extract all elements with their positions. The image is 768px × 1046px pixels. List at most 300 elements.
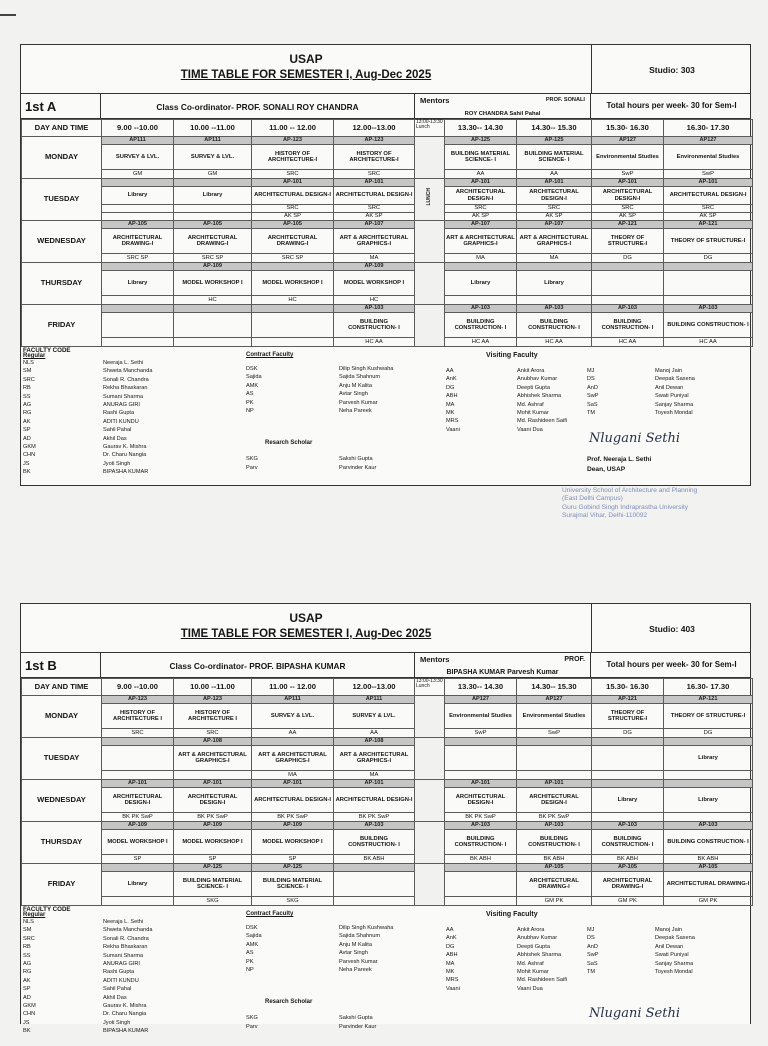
stamp-line: Guru Gobind Singh Indraprastha University — [562, 503, 689, 511]
faculty-name: Deepak Saxena — [655, 376, 695, 383]
room-code: AP-125 — [517, 137, 592, 145]
faculty-name: Dilip Singh Kushwaha — [339, 925, 394, 931]
faculty-cell: HC AA — [517, 338, 592, 347]
faculty-code: NP — [246, 408, 254, 414]
faculty-cell: SwP — [517, 729, 592, 738]
subject-row — [22, 746, 753, 771]
subject-cell: Environmental Studies — [592, 145, 664, 170]
faculty-entry — [246, 374, 396, 382]
subject-cell: Environmental Studies — [445, 704, 517, 729]
subject-cell: ARCHITECTURAL DRAWING-I — [252, 229, 334, 254]
faculty-entry — [587, 961, 737, 969]
room-code — [334, 864, 415, 872]
faculty-entry — [23, 360, 173, 368]
room-code: AP-109 — [334, 263, 415, 271]
faculty-code: SS — [23, 952, 31, 959]
faculty-cell: SRC SP — [174, 254, 252, 263]
faculty-name: Dr. Charu Nangia — [103, 452, 147, 459]
faculty-entry — [23, 444, 173, 452]
stamp-line: Surajmal Vihar, Delhi-110092 — [562, 512, 648, 520]
faculty-cell: GM — [102, 170, 174, 179]
faculty-name: Avtar Singh — [339, 950, 368, 957]
visiting-faculty-label: Visiting Faculty — [486, 352, 538, 359]
faculty-name: Md. Rashideen Saifi — [517, 418, 568, 425]
room-code — [174, 179, 252, 187]
room-code — [252, 305, 334, 313]
class-coordinator: Class Co-ordinator- PROF. BIPASHA KUMAR — [169, 660, 346, 671]
timetable-grid — [21, 678, 753, 906]
room-code — [664, 780, 753, 788]
faculty-row — [22, 254, 753, 263]
faculty-name: Ankit Arora — [517, 927, 545, 933]
research-scholar-label: Resarch Scholar — [265, 440, 313, 446]
faculty-code: AD — [23, 994, 31, 1001]
room-code: AP127 — [664, 137, 753, 145]
faculty-name: Akhil Das — [103, 435, 127, 442]
faculty-entry — [23, 410, 173, 418]
faculty-code: MA — [446, 401, 455, 408]
room-code: AP127 — [592, 137, 664, 145]
room-code: AP-123 — [252, 137, 334, 145]
faculty-name: Sumani Sharma — [103, 393, 144, 400]
room-code: AP111 — [174, 137, 252, 145]
room-code: AP-103 — [592, 822, 664, 830]
faculty-code: CHN — [23, 1011, 36, 1018]
faculty-entry — [587, 393, 737, 401]
time-slot-header: 11.00 -- 12.00 — [252, 679, 334, 696]
faculty-code: MA — [446, 960, 455, 967]
room-code: AP-103 — [664, 305, 753, 313]
faculty-code: TM — [587, 969, 596, 975]
class-info-row — [21, 94, 750, 119]
total-hours: Total hours per week- 30 for Sem-I — [606, 660, 737, 670]
faculty-entry — [23, 368, 173, 376]
contract-faculty-label: Contract Faculty — [246, 352, 294, 358]
faculty-entry — [23, 978, 173, 986]
room-code: AP-121 — [664, 221, 753, 229]
day-name: TUESDAY — [22, 179, 102, 221]
faculty-cell — [174, 338, 252, 347]
subject-cell: ARCHITECTURAL DESIGN-I — [334, 187, 415, 205]
faculty-cell: SRC — [102, 729, 174, 738]
faculty-cell — [592, 813, 664, 822]
time-slot-header: 14.30-- 15.30 — [517, 120, 592, 137]
faculty-cell — [102, 771, 174, 780]
room-code: AP-107 — [334, 221, 415, 229]
faculty-name: Sahil Pahal — [103, 427, 132, 434]
subject-cell: BUILDING CONSTRUCTION- I — [517, 313, 592, 338]
faculty-cell — [102, 205, 174, 213]
room-code: AP-105 — [174, 221, 252, 229]
faculty-code: AA — [446, 368, 454, 374]
faculty-cell: BK PK SwP — [517, 813, 592, 822]
faculty-row — [22, 771, 753, 780]
studio-label: Studio: 403 — [649, 623, 695, 634]
faculty-code: DG — [446, 384, 455, 391]
faculty-entry — [23, 1011, 173, 1019]
class-info-row — [21, 653, 750, 678]
mentors-box — [414, 94, 591, 119]
faculty-name: Neeraja L. Sethi — [103, 360, 144, 366]
faculty-code: RB — [23, 944, 31, 951]
subject-cell: Library — [445, 271, 517, 296]
faculty-cell: HC — [334, 296, 415, 305]
faculty-entry — [446, 977, 596, 985]
faculty-entry — [23, 961, 173, 969]
faculty-code: GKM — [23, 1003, 36, 1009]
faculty-code: MJ — [587, 927, 595, 933]
faculty-cell — [252, 338, 334, 347]
room-code: AP-101 — [174, 780, 252, 788]
timetable-title: TIME TABLE FOR SEMESTER I, Aug-Dec 2025 — [180, 69, 432, 81]
faculty-cell: SRC — [252, 170, 334, 179]
faculty-code: SM — [23, 927, 32, 934]
faculty-entry — [246, 1015, 396, 1023]
room-code: AP-101 — [664, 179, 753, 187]
faculty-entry — [23, 969, 173, 977]
lunch-cell — [415, 263, 445, 305]
stamp-line: (East Delhi Campus) — [562, 495, 623, 503]
faculty-entry — [246, 400, 396, 408]
faculty-code: BK — [23, 469, 31, 476]
faculty-name: Anju M Kalita — [339, 941, 372, 948]
faculty-cell: SwP — [592, 170, 664, 179]
faculty-name: Abhishek Sharma — [517, 393, 562, 400]
room-row — [22, 305, 753, 313]
lunch-cell — [415, 780, 445, 822]
faculty-name: Sanjay Sharma — [655, 401, 694, 408]
faculty-entry — [246, 465, 396, 473]
faculty-cell: GM — [174, 170, 252, 179]
subject-cell: ART & ARCHITECTURAL GRAPHICS-I — [334, 229, 415, 254]
room-code: AP-123 — [334, 137, 415, 145]
room-code: AP-103 — [592, 305, 664, 313]
studio-box — [591, 604, 752, 653]
subject-cell: ARCHITECTURAL DRAWING-I — [664, 872, 753, 897]
faculty-cell: SKG — [174, 897, 252, 906]
room-code: AP-121 — [592, 221, 664, 229]
subject-cell: SURVEY & LVL. — [252, 704, 334, 729]
subject-cell: ARCHITECTURAL DESIGN-I — [334, 788, 415, 813]
room-code — [102, 305, 174, 313]
room-code: AP-108 — [174, 738, 252, 746]
subject-cell: HISTORY OF ARCHITECTURE-I — [334, 145, 415, 170]
room-code — [102, 864, 174, 872]
mentors-line-2: ROY CHANDRA Sahil Pahal — [464, 111, 541, 117]
faculty-cell — [592, 296, 664, 305]
faculty-cell: GM PK — [664, 897, 753, 906]
lunch-cell — [415, 738, 445, 780]
faculty-code: AK — [23, 977, 31, 984]
room-code: AP-101 — [334, 780, 415, 788]
faculty-row — [22, 897, 753, 906]
lunch-label: Lunch — [416, 124, 430, 131]
subject-cell: BUILDING CONSTRUCTION- I — [592, 830, 664, 855]
faculty-entry — [446, 952, 596, 960]
subject-cell: THEORY OF STRUCTURE-I — [664, 229, 753, 254]
faculty-name: Parvinder Kaur — [339, 1024, 377, 1030]
faculty-cell: AK SP — [445, 213, 517, 221]
room-row — [22, 137, 753, 145]
faculty-cell: SRC SP — [252, 254, 334, 263]
faculty-row — [22, 296, 753, 305]
faculty-code: NLS — [23, 360, 34, 366]
faculty-cell: SwP — [664, 170, 753, 179]
dean-name: Prof. Neeraja L. Sethi — [587, 456, 652, 463]
subject-cell: MODEL WORKSHOP I — [252, 830, 334, 855]
faculty-code: AnK — [446, 376, 457, 383]
subject-cell: SURVEY & LVL. — [174, 145, 252, 170]
faculty-code: DSK — [246, 925, 258, 931]
faculty-cell: GM PK — [592, 897, 664, 906]
subject-row — [22, 229, 753, 254]
room-code: AP-101 — [445, 179, 517, 187]
room-code: AP-103 — [334, 822, 415, 830]
lunch-cell — [415, 137, 445, 179]
room-code: AP-101 — [252, 780, 334, 788]
subject-row — [22, 313, 753, 338]
day-name: WEDNESDAY — [22, 221, 102, 263]
timetable-sheet-1st-a — [20, 44, 751, 486]
subject-cell: SURVEY & LVL. — [102, 145, 174, 170]
time-slot-header: 10.00 --11.00 — [174, 120, 252, 137]
faculty-entry — [246, 1024, 396, 1032]
subject-cell: ART & ARCHITECTURAL GRAPHICS-I — [174, 746, 252, 771]
room-code: AP-105 — [592, 864, 664, 872]
subject-cell: THEORY OF STRUCTURE-I — [592, 704, 664, 729]
faculty-entry — [246, 925, 396, 933]
faculty-name: ANURAG GIRI — [103, 402, 140, 408]
faculty-code: MK — [446, 969, 455, 975]
faculty-name: Mohit Kumar — [517, 410, 549, 416]
faculty-entry — [246, 366, 396, 374]
faculty-entry — [23, 377, 173, 385]
subject-cell: HISTORY OF ARCHITECTURE I — [174, 704, 252, 729]
faculty-entry — [446, 385, 596, 393]
faculty-code: MJ — [587, 368, 595, 374]
room-code: AP-105 — [664, 864, 753, 872]
subject-row — [22, 187, 753, 205]
faculty-name: Gaurav K. Mishra — [103, 1003, 147, 1009]
faculty-cell — [174, 771, 252, 780]
faculty-cell: HC — [174, 296, 252, 305]
room-code — [664, 263, 753, 271]
faculty-cell — [445, 296, 517, 305]
room-code — [445, 738, 517, 746]
lunch-cell — [415, 221, 445, 263]
dean-signature: Nlugani Sethi — [589, 1006, 680, 1021]
room-code — [102, 179, 174, 187]
subject-cell: ARCHITECTURAL DESIGN-I — [445, 788, 517, 813]
faculty-cell: SRC — [592, 205, 664, 213]
faculty-row — [22, 170, 753, 179]
faculty-code: SaS — [587, 401, 598, 408]
faculty-cell: HC — [252, 296, 334, 305]
faculty-cell: GM PK — [517, 897, 592, 906]
faculty-cell: SKG — [252, 897, 334, 906]
faculty-code: AMK — [246, 941, 259, 948]
faculty-cell — [517, 771, 592, 780]
faculty-name: Dr. Charu Nangia — [103, 1011, 147, 1018]
faculty-row — [22, 205, 753, 213]
faculty-name: Shweta Manchanda — [103, 927, 153, 934]
research-scholar-label: Resarch Scholar — [265, 999, 313, 1005]
faculty-code: Sajida — [246, 933, 262, 940]
faculty-code: SP — [23, 427, 31, 434]
room-code — [592, 780, 664, 788]
faculty-cell: BK PK SwP — [252, 813, 334, 822]
institute-name: USAP — [289, 52, 323, 66]
mentors-line-2: BIPASHA KUMAR Parvesh Kumar — [446, 669, 559, 676]
faculty-entry — [446, 969, 596, 977]
faculty-cell: SRC — [664, 205, 753, 213]
regular-faculty-label: Regular — [23, 353, 46, 359]
faculty-code: SwP — [587, 952, 599, 959]
subject-cell: Library — [102, 271, 174, 296]
faculty-code: SaS — [587, 960, 598, 967]
subject-cell: Environmental Studies — [664, 145, 753, 170]
faculty-code: JS — [23, 460, 30, 467]
room-code: AP-101 — [517, 780, 592, 788]
room-code: AP-105 — [252, 221, 334, 229]
faculty-cell: AK SP — [252, 213, 334, 221]
faculty-cell — [102, 338, 174, 347]
subject-cell — [174, 313, 252, 338]
subject-cell — [102, 313, 174, 338]
timetable-grid — [21, 119, 753, 347]
faculty-entry — [23, 469, 173, 477]
faculty-entry — [587, 376, 737, 384]
faculty-entry — [446, 393, 596, 401]
room-code: AP-109 — [174, 263, 252, 271]
faculty-entry — [587, 410, 737, 418]
time-slot-header: 13.30-- 14.30 — [445, 120, 517, 137]
room-code: AP127 — [517, 696, 592, 704]
subject-cell: HISTORY OF ARCHITECTURE I — [102, 704, 174, 729]
subject-cell: ARCHITECTURAL DESIGN-I — [102, 788, 174, 813]
room-code: AP-103 — [664, 822, 753, 830]
faculty-name: Neha Pareek — [339, 967, 372, 973]
faculty-cell: DG — [592, 729, 664, 738]
faculty-code: TM — [587, 410, 596, 416]
room-code: AP-123 — [174, 696, 252, 704]
lunch-header — [415, 679, 445, 696]
faculty-name: Avtar Singh — [339, 391, 368, 398]
faculty-code: AnD — [587, 943, 598, 950]
time-slot-header: 16.30- 17.30 — [664, 120, 753, 137]
faculty-cell: BK PK SwP — [334, 813, 415, 822]
subject-cell: MODEL WORKSHOP I — [102, 830, 174, 855]
faculty-name: Md. Ashraf — [517, 401, 544, 408]
faculty-cell: HC AA — [445, 338, 517, 347]
lunch-mark: LUNCH — [425, 188, 432, 206]
faculty-cell: AA — [517, 170, 592, 179]
room-code — [592, 738, 664, 746]
faculty-code: AK — [23, 418, 31, 425]
room-code — [664, 738, 753, 746]
subject-cell — [102, 746, 174, 771]
faculty-cell: MA — [334, 771, 415, 780]
subject-cell: Library — [102, 187, 174, 205]
subject-cell: ARCHITECTURAL DESIGN-I — [664, 187, 753, 205]
subject-cell: BUILDING CONSTRUCTION- I — [334, 830, 415, 855]
lunch-cell — [415, 864, 445, 906]
faculty-cell: SP — [102, 855, 174, 864]
faculty-cell: DG — [664, 729, 753, 738]
total-hours: Total hours per week- 30 for Sem-I — [606, 101, 737, 111]
faculty-cell: BK ABH — [592, 855, 664, 864]
faculty-cell — [102, 213, 174, 221]
class-coordinator: Class Co-ordinator- PROF. SONALI ROY CHANDRA — [156, 101, 359, 112]
faculty-name: Parvinder Kaur — [339, 465, 377, 471]
day-name: THURSDAY — [22, 263, 102, 305]
faculty-cell: SwP — [445, 729, 517, 738]
time-slot-header: 15.30- 16.30 — [592, 120, 664, 137]
day-time-header: DAY AND TIME — [22, 120, 102, 137]
faculty-name: Sumani Sharma — [103, 952, 144, 959]
faculty-code-section — [21, 906, 752, 1046]
room-code — [252, 263, 334, 271]
faculty-name: Parvesh Kumar — [339, 399, 378, 406]
faculty-cell: HC AA — [664, 338, 753, 347]
time-slot-header: 13.30-- 14.30 — [445, 679, 517, 696]
faculty-code: DS — [587, 935, 595, 942]
faculty-cell — [174, 213, 252, 221]
faculty-entry — [246, 456, 396, 464]
faculty-code: RG — [23, 410, 32, 417]
faculty-code: AD — [23, 435, 31, 442]
room-code: AP-107 — [445, 221, 517, 229]
faculty-cell: SP — [174, 855, 252, 864]
time-slot-header: 16.30- 17.30 — [664, 679, 753, 696]
faculty-cell: HC AA — [334, 338, 415, 347]
faculty-entry — [587, 935, 737, 943]
mentors-box — [414, 653, 591, 678]
faculty-code: SwP — [587, 393, 599, 400]
faculty-entry — [23, 394, 173, 402]
subject-cell: ART & ARCHITECTURAL GRAPHICS-I — [445, 229, 517, 254]
studio-label: Studio: 303 — [649, 64, 695, 75]
subject-cell: BUILDING CONSTRUCTION- I — [517, 830, 592, 855]
faculty-name: Neha Pareek — [339, 408, 372, 414]
faculty-cell: AA — [445, 170, 517, 179]
office-stamp — [562, 487, 752, 521]
day-name: FRIDAY — [22, 305, 102, 347]
faculty-cell — [664, 296, 753, 305]
faculty-cell — [334, 897, 415, 906]
lunch-cell — [415, 822, 445, 864]
room-code: AP127 — [445, 696, 517, 704]
room-code: AP-101 — [334, 179, 415, 187]
room-row — [22, 696, 753, 704]
faculty-entry — [23, 1028, 173, 1036]
faculty-entry — [23, 986, 173, 994]
faculty-cell: HC AA — [592, 338, 664, 347]
faculty-code: PK — [246, 958, 254, 965]
subject-cell: SURVEY & LVL. — [334, 704, 415, 729]
faculty-cell: MA — [445, 254, 517, 263]
faculty-name: Manoj Jain — [655, 368, 683, 374]
subject-row — [22, 872, 753, 897]
header-row — [22, 679, 753, 696]
faculty-entry — [23, 953, 173, 961]
faculty-code: Vaani — [446, 985, 460, 992]
faculty-cell: SRC — [252, 205, 334, 213]
faculty-code: SRC — [23, 935, 35, 942]
faculty-code: Vaani — [446, 426, 460, 433]
subject-cell: ARCHITECTURAL DESIGN-I — [174, 788, 252, 813]
room-code: AP111 — [102, 137, 174, 145]
